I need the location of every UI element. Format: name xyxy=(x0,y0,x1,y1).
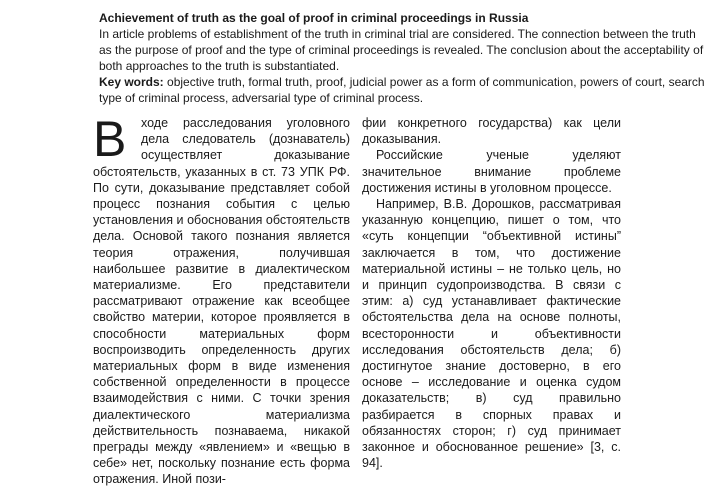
right-column xyxy=(362,115,621,471)
right-paragraph-3: Например, В.В. Дорошков, рассматривая указанную концепцию, пишет о том, что «суть концепции “объективной истины” заключается в том, что достижение материальной истины – не только цель, но и принцип судопроизводства. В связи с этим: а) суд устанавливает фактические обстоятельства дела на основе полноты, всесторонности и объективности исследования обстоятельств дела; б) достигнутое знание достоверно, в его основе – исследование и оценка судом доказательств; в) суд правильно разбирается в спорных правах и обязанностях сторон; г) суд принимает законное и обоснованное решение» [3, с. 94]. xyxy=(362,197,621,471)
abstract-title: Achievement of truth as the goal of proof in criminal proceedings in Russia xyxy=(99,11,529,25)
english-abstract xyxy=(99,10,711,106)
left-column xyxy=(93,111,350,488)
left-paragraph-1: ходе расследования уголовного дела следователь (дознаватель) осуществляет доказывание обстоятельств, указанных в ст. 73 УПК РФ. По сути, доказывание представляет собой процесс познания события с целью установления и обоснования обстоятельств дела. Основой такого познания является теория отражения, получившая наибольшее развитие в диалектическом материализме. Его представители рассматривают отражение как всеобщее свойство материи, которое проявляется в способности материальных форм воспроизводить определенность других материальных форм в виде изменения собственной определенности в процессе взаимодействия с ними. С точки зрения диалектического материализма действительность познаваема, никакой преграды между «явлением» и «вещью в себе» нет, поскольку познание есть форма отражения. Иной пози- xyxy=(93,116,350,487)
drop-cap-letter: В xyxy=(93,111,127,167)
right-paragraph-2: Российские ученые уделяют значительное внимание проблеме достижения истины в уголовном процессе. xyxy=(362,148,621,195)
abstract-text: In article problems of establishment of the truth in criminal trial are considered. The connection between the truth as the purpose of proof and the type of criminal proceedings is revealed. The conclusion about the acceptability of both approaches to the truth is substantiated. xyxy=(99,27,704,73)
abstract-keywords xyxy=(99,74,711,106)
keywords-list: objective truth, formal truth, proof, judicial power as a form of communication, powers of court, search type of criminal process, adversarial type of criminal process. xyxy=(99,75,705,105)
right-paragraph-1: фии конкретного государства) как цели доказывания. xyxy=(362,116,621,147)
keywords-label: Key words: xyxy=(99,75,164,89)
